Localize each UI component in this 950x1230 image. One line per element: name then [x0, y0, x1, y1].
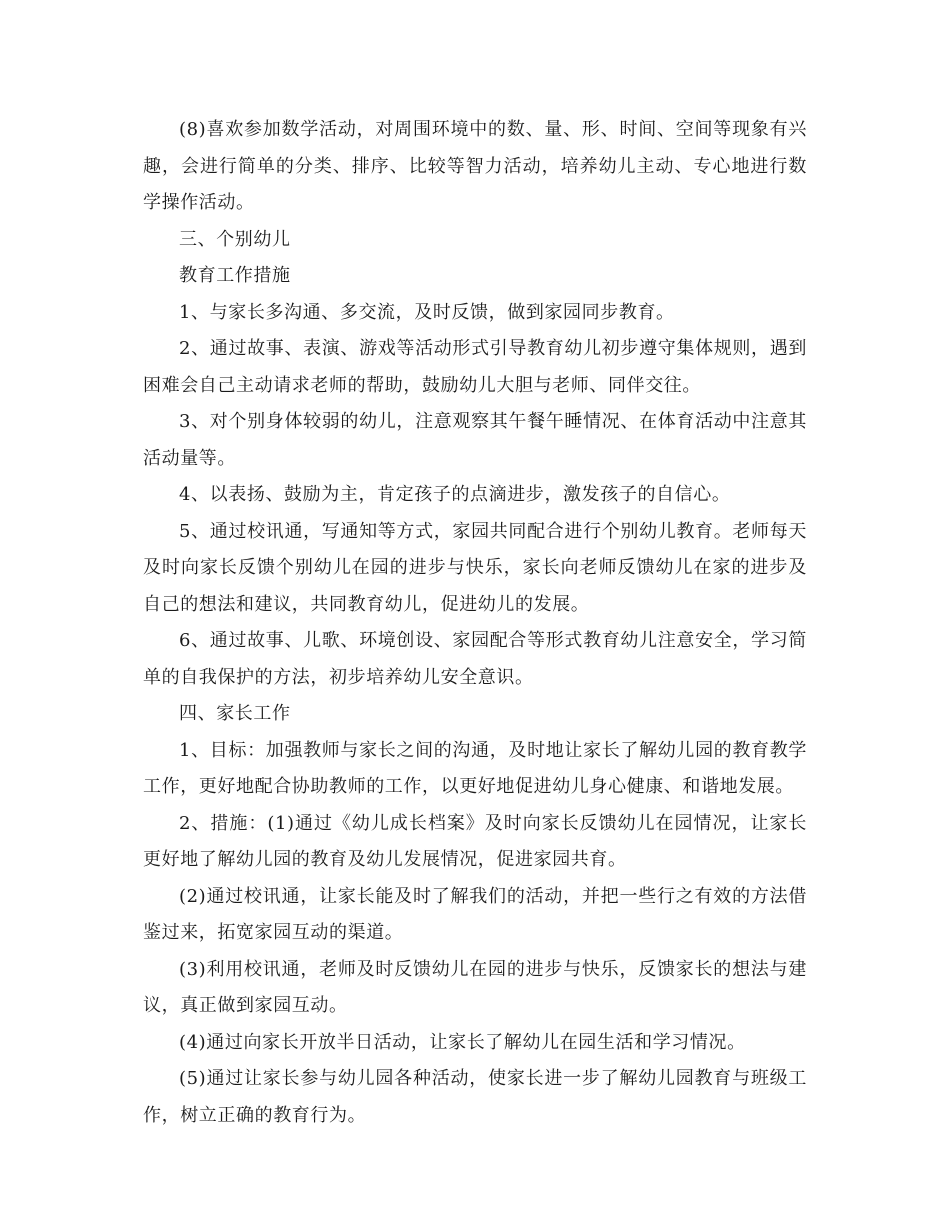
paragraph-math-activities: (8)喜欢参加数学活动，对周围环境中的数、量、形、时间、空间等现象有兴趣，会进行简单的分类、排序、比较等智力活动，培养幼儿主动、专心地进行数学操作活动。: [143, 119, 807, 213]
paragraph-measure-4: 4、以表扬、鼓励为主，肯定孩子的点滴进步，激发孩子的自信心。: [179, 484, 731, 505]
paragraph-parent-measure-4: (4)通过向家长开放半日活动，让家长了解幼儿在园生活和学习情况。: [179, 1031, 746, 1053]
paragraph-parent-measures: 2、措施：(1)通过《幼儿成长档案》及时向家长反馈幼儿在园情况，让家长更好地了解幼儿园的教育及幼儿发展情况，促进家园共育。: [143, 812, 807, 870]
document-body: [143, 112, 807, 1134]
paragraph-measure-1: 1、与家长多沟通、多交流，及时反馈，做到家园同步教育。: [179, 301, 675, 323]
paragraph-parent-measure-3: (3)利用校讯通，老师及时反馈幼儿在园的进步与快乐，反馈家长的想法与建议，真正做到家园互动。: [143, 958, 807, 1016]
paragraph-measure-3: 3、对个别身体较弱的幼儿，注意观察其午餐午睡情况、在体育活动中注意其活动量等。: [143, 411, 807, 469]
paragraph-measure-2: 2、通过故事、表演、游戏等活动形式引导教育幼儿初步遵守集体规则，遇到困难会自己主动请求老师的帮助，鼓励幼儿大胆与老师、同伴交往。: [143, 338, 807, 396]
paragraph-measure-6: 6、通过故事、儿歌、环境创设、家园配合等形式教育幼儿注意安全，学习简单的自我保护的方法，初步培养幼儿安全意识。: [143, 630, 807, 688]
section-heading-individual-children: 三、个别幼儿: [179, 228, 291, 250]
paragraph-measure-5: 5、通过校讯通，写通知等方式，家园共同配合进行个别幼儿教育。老师每天及时向家长反馈个别幼儿在园的进步与快乐，家长向老师反馈幼儿在家的进步及自己的想法和建议，共同教育幼儿，促进幼儿的发展。: [143, 520, 807, 615]
paragraph-parent-measure-5: (5)通过让家长参与幼儿园各种活动，使家长进一步了解幼儿园教育与班级工作，树立正确的教育行为。: [143, 1068, 807, 1126]
section-heading-parent-work: 四、家长工作: [179, 703, 291, 724]
paragraph-parent-goal: 1、目标：加强教师与家长之间的沟通，及时地让家长了解幼儿园的教育教学工作，更好地配合协助教师的工作，以更好地促进幼儿身心健康、和谐地发展。: [143, 739, 807, 797]
paragraph-parent-measure-2: (2)通过校讯通，让家长能及时了解我们的活动，并把一些行之有效的方法借鉴过来，拓宽家园互动的渠道。: [143, 885, 807, 943]
subheading-education-measures: 教育工作措施: [179, 265, 291, 286]
